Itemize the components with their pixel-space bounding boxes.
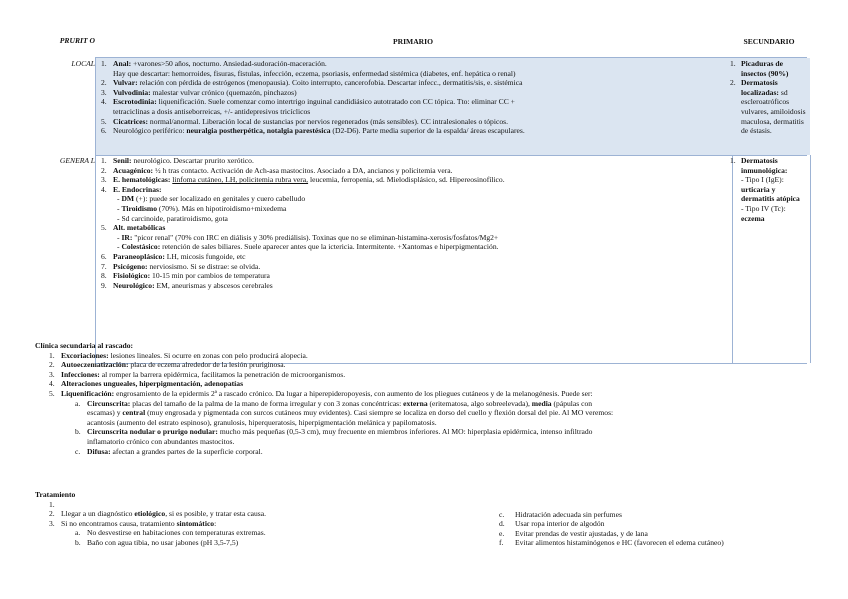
- list-item: 8. Fisiológico: 10-15 min por cambios de temperatura: [101, 271, 270, 281]
- row-label-local: LOCAL: [71, 59, 95, 68]
- list-item: 2. Dermatosis localizadas: sd escleroatróficos vulvares, amiloidosis maculosa, dermatitis de éstasis.: [730, 78, 806, 136]
- list-item: 2. Acuagénico: ½ h tras contacto. Activación de Ach-asa mastocitos. Asociado a DA, ancianos y policitemia vera.: [101, 165, 453, 175]
- list-item: 3. Infecciones: al romper la barrera epidérmica, facilitamos la penetración de microorganismos.: [49, 369, 346, 379]
- sub-item: c. Difusa: afectan a grandes partes de la superficie corporal.: [75, 446, 263, 456]
- list-item: 1. Excoriaciones: lesiones lineales. Si ocurre en zonas con pelo producirá alopecia.: [49, 350, 308, 360]
- header-prurito: PRURIT O: [59, 36, 95, 45]
- clinica-section: [35, 341, 815, 456]
- sub-item: b. Circunscrita nodular o prurigo nodular: mucho más pequeñas (0,5-3 cm), muy frecuente en miembros inferiores. Al MO: hiperplasia epidérmica, intenso infiltrado inflamatorio crónico con abundantes mastocitos.: [75, 427, 593, 446]
- general-primary-cell: [95, 155, 733, 363]
- general-secondary-cell: [727, 155, 811, 363]
- row-general: [44, 155, 807, 363]
- list-item: 6. Paraneoplásico: LH, micosis fungoide, etc: [101, 251, 246, 261]
- list-item: 2. Llegar a un diagnóstico etiológico, si es posible, y tratar esta causa.: [49, 509, 266, 519]
- list-item: 1. Picaduras de insectos (90%): [730, 59, 789, 78]
- sub-item: - Sd carcinoide, paratiroidismo, gota: [117, 213, 228, 223]
- sub-item: - Colestásico: retención de sales biliares. Suele aparecer antes que la ictericia. Intermitente. +Xantomas e hiperpigmentación.: [117, 242, 499, 252]
- tratamiento-section: [35, 490, 475, 548]
- list-item: 7. Psicógeno: nerviosismo. Si se distrae: se olvida.: [101, 261, 261, 271]
- sub-item: b. Baño con agua tibia, no usar jabones (pH 3,5-7,5): [75, 537, 239, 547]
- list-item: 2. Autoeczematización: placa de eczema alrededor de la lesión pruriginosa.: [49, 360, 286, 370]
- sub-item: a. Circunscrita: placas del tamaño de la palma de la mano de forma irregular y con 3 zonas concéntricas: externa (eritematosa, algo sobreelevada), media (pápulas con escamas) y central (muy engrosada y pigmentada con surcos cutáneos muy evidentes). Casi siempre se localiza en dorso del cuello y flexión dorsal del pie. Al MO veremos: acantosis (aumento del estrato espinoso), granulosis, hiperqueratosis, hiperpigmentación melánica y papilomatosis.: [75, 398, 614, 427]
- list-item: 9. Neurológico: EM, aneurismas y abscesos cerebrales: [101, 280, 273, 290]
- section-title: Tratamiento: [35, 490, 76, 499]
- list-item: 1. Senil: neurológico. Descartar prurito xerótico.: [101, 156, 254, 165]
- sub-item: c. Hidratación adecuada sin perfumes: [499, 509, 622, 519]
- list-item: 4. Alteraciones ungueales, hiperpigmentación, adenopatías: [49, 379, 244, 389]
- list-item: 6. Neurológico periférico: neuralgia postherpética, notalgia parestésica (D2-D6). Parte media superior de la espalda/ áreas escapulares.: [101, 126, 525, 136]
- sub-item: f. Evitar alimentos histaminógenos e HC (favorecen el edema cutáneo): [499, 538, 724, 548]
- list-item: 1.: [49, 499, 55, 509]
- list-item: 1. Anal: +varones>50 años, nocturno. Ansiedad-sudoración-maceración. Hay que descartar: hemorroides, fisuras, fístulas, infección, eczema, psoriasis, enfermedad sistémica (diabetes, enf. hepática o renal): [101, 59, 516, 78]
- local-secondary-cell: [727, 58, 810, 155]
- list-item: 4. E. Endocrinas: - DM (+): puede ser localizado en genitales y cuero cabelludo - Tiroidismo (70%). Más en hipotiroidismo+mixedema - Sd carcinoide, paratiroidismo, gota: [98, 185, 730, 223]
- sub-item: - Tiroidismo (70%). Más en hipotiroidismo+mixedema: [117, 203, 287, 213]
- list-item: 4. Escrotodinia: liquenificación. Suele comenzar como intertrigo inguinal candidiásico autotratado con CC tópica. Tto: eliminar CC + tetraciclinas a dosis antiseborreicas, +/- antidepresivos tricíclicos: [101, 97, 515, 116]
- sub-item: a. No desvestirse en habitaciones con temperaturas extremas.: [75, 528, 266, 538]
- list-item: 5. Cicatrices: normal/anormal. Liberación local de sustancias por nervios regenerados (más sensibles). CC intralesionales o tópicos.: [101, 116, 508, 126]
- header-secundario: SECUNDARIO: [743, 37, 795, 46]
- list-item: 2. Vulvar: relación con pérdida de estrógenos (menopausia). Coito interrupto, cancerofobia. Descartar infecc., dermatitis/sis, e. sistémica: [101, 78, 523, 88]
- list-item: 5. Alt. metabólicas - IR: "picor renal" (70% con IRC en diálisis y 30% prediálisis). Toxinas que no se eliminan-histamina-xerosis/fosfatos/Mg2+ - Colestásico: retención de sales biliares. Suele aparecer antes que la ictericia. Intermitente. +Xantomas e hiperpigmentación.: [98, 223, 730, 252]
- sub-item: d. Usar ropa interior de algodón: [499, 519, 605, 529]
- list-item: 3. Vulvodinia: malestar vulvar crónico (quemazón, pinchazos): [101, 87, 297, 97]
- section-title: Clínica secundaria al rascado:: [35, 341, 134, 350]
- sub-item: - DM (+): puede ser localizado en genitales y cuero cabelludo: [117, 194, 306, 204]
- header-primario: PRIMARIO: [392, 37, 434, 46]
- list-item: 3. Si no encontramos causa, tratamiento sintomático:: [49, 518, 217, 528]
- row-local: [44, 58, 807, 155]
- sub-item: - IR: "picor renal" (70% con IRC en diálisis y 30% prediálisis). Toxinas que no se eliminan-histamina-xerosis/fosfatos/Mg2+: [117, 232, 499, 242]
- local-primary-cell: [95, 58, 732, 155]
- tratamiento-right-column: [489, 510, 819, 548]
- row-label-general: GENERA L: [59, 156, 95, 165]
- sub-item: e. Evitar prendas de vestir ajustadas, y de lana: [499, 528, 648, 538]
- list-item: 1. Dermatosis inmunológica: - Tipo I (IgE): urticaria y dermatitis atópica - Tipo IV (Tc): eczema: [730, 156, 800, 223]
- list-item: 3. E. hematológicas: linfoma cutáneo, LH, policitemia rubra vera, leucemia, ferropenia, sd. Mielodisplásico, sd. Hipereosinofílico.: [101, 175, 505, 185]
- list-item: 5. Liquenificación: engrosamiento de la epidermis 2ª a rascado crónico. Da lugar a hiperepideropoyesis, con aumento de los pliegues cutáneos y de la melanogénesis. Puede ser:: [49, 388, 593, 398]
